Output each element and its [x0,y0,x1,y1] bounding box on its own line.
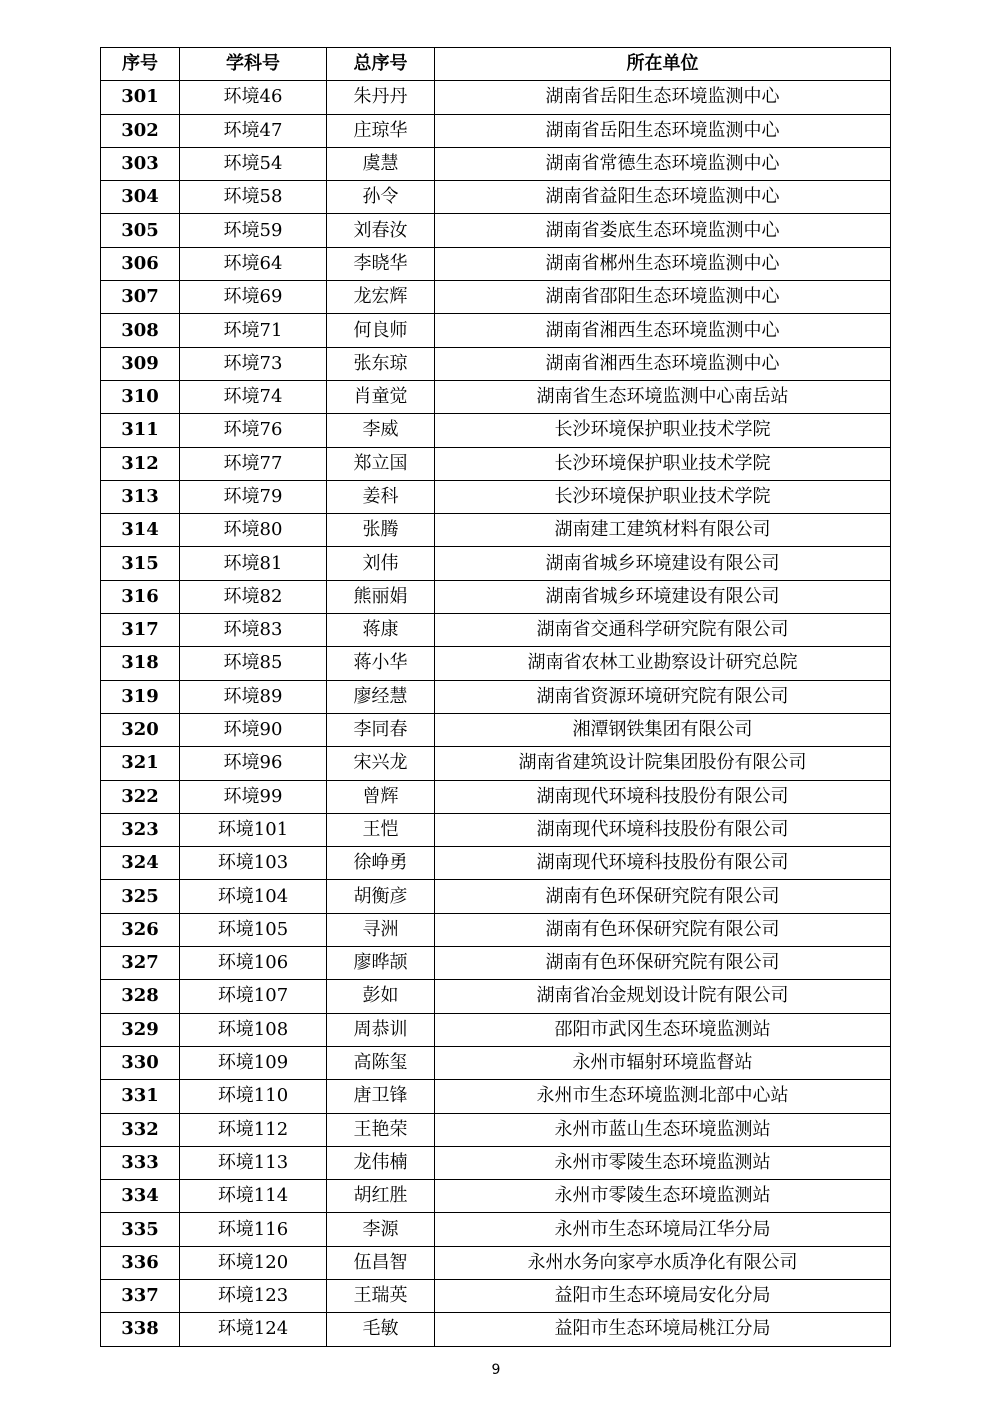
cell-name: 廖经慧 [327,680,435,713]
cell-organization: 邵阳市武冈生态环境监测站 [435,1013,891,1046]
table-row [101,747,891,780]
cell-organization: 湖南有色环保研究院有限公司 [435,913,891,946]
roster-table [100,47,891,1347]
cell-serial-number: 307 [101,281,180,314]
cell-serial-number: 303 [101,147,180,180]
table-row [101,1080,891,1113]
cell-organization: 湖南省交通科学研究院有限公司 [435,614,891,647]
cell-organization: 湖南省邵阳生态环境监测中心 [435,281,891,314]
table-row [101,480,891,513]
cell-organization: 永州市零陵生态环境监测站 [435,1146,891,1179]
cell-organization: 湖南省岳阳生态环境监测中心 [435,81,891,114]
table-row [101,947,891,980]
cell-serial-number: 316 [101,580,180,613]
cell-name: 蒋康 [327,614,435,647]
table-row [101,780,891,813]
cell-name: 李源 [327,1213,435,1246]
cell-subject-number: 环境96 [180,747,327,780]
cell-name: 刘春汝 [327,214,435,247]
cell-serial-number: 338 [101,1313,180,1346]
cell-serial-number: 335 [101,1213,180,1246]
cell-subject-number: 环境58 [180,181,327,214]
cell-serial-number: 326 [101,913,180,946]
cell-name: 胡红胜 [327,1180,435,1213]
cell-organization: 湖南省岳阳生态环境监测中心 [435,114,891,147]
cell-name: 蒋小华 [327,647,435,680]
cell-serial-number: 318 [101,647,180,680]
cell-subject-number: 环境64 [180,247,327,280]
cell-serial-number: 327 [101,947,180,980]
cell-organization: 永州市辐射环境监督站 [435,1046,891,1079]
table-row [101,181,891,214]
table-row [101,580,891,613]
cell-name: 李同春 [327,713,435,746]
cell-subject-number: 环境77 [180,447,327,480]
cell-organization: 永州市生态环境局江华分局 [435,1213,891,1246]
header-subject-number: 学科号 [180,48,327,81]
cell-serial-number: 323 [101,813,180,846]
table-row [101,214,891,247]
cell-name: 张东琼 [327,347,435,380]
table-row [101,147,891,180]
cell-serial-number: 317 [101,614,180,647]
cell-organization: 益阳市生态环境局安化分局 [435,1279,891,1312]
cell-subject-number: 环境114 [180,1180,327,1213]
table-row [101,1013,891,1046]
cell-organization: 湖南省资源环境研究院有限公司 [435,680,891,713]
cell-organization: 湖南省娄底生态环境监测中心 [435,214,891,247]
table-row [101,281,891,314]
cell-serial-number: 336 [101,1246,180,1279]
header-row [101,48,891,81]
cell-name: 曾辉 [327,780,435,813]
cell-organization: 湖南有色环保研究院有限公司 [435,880,891,913]
cell-organization: 湖南省生态环境监测中心南岳站 [435,380,891,413]
cell-name: 廖晔颉 [327,947,435,980]
table-row [101,447,891,480]
cell-subject-number: 环境106 [180,947,327,980]
cell-subject-number: 环境110 [180,1080,327,1113]
cell-name: 高陈玺 [327,1046,435,1079]
cell-organization: 湖南省冶金规划设计院有限公司 [435,980,891,1013]
cell-subject-number: 环境79 [180,480,327,513]
cell-serial-number: 320 [101,713,180,746]
table-row [101,114,891,147]
cell-subject-number: 环境71 [180,314,327,347]
table-row [101,980,891,1013]
cell-serial-number: 309 [101,347,180,380]
cell-serial-number: 331 [101,1080,180,1113]
cell-serial-number: 313 [101,480,180,513]
cell-organization: 湖南有色环保研究院有限公司 [435,947,891,980]
cell-name: 朱丹丹 [327,81,435,114]
cell-organization: 益阳市生态环境局桃江分局 [435,1313,891,1346]
cell-organization: 湖南现代环境科技股份有限公司 [435,813,891,846]
cell-organization: 永州市零陵生态环境监测站 [435,1180,891,1213]
table-row [101,880,891,913]
cell-name: 姜科 [327,480,435,513]
cell-subject-number: 环境112 [180,1113,327,1146]
cell-subject-number: 环境89 [180,680,327,713]
cell-serial-number: 312 [101,447,180,480]
cell-subject-number: 环境80 [180,514,327,547]
cell-name: 寻洲 [327,913,435,946]
table-row [101,414,891,447]
cell-name: 肖童觉 [327,380,435,413]
cell-name: 郑立国 [327,447,435,480]
table-row [101,1180,891,1213]
cell-organization: 湖南现代环境科技股份有限公司 [435,847,891,880]
cell-organization: 湖南省益阳生态环境监测中心 [435,181,891,214]
table-row [101,1313,891,1346]
cell-subject-number: 环境103 [180,847,327,880]
cell-name: 张腾 [327,514,435,547]
cell-serial-number: 305 [101,214,180,247]
cell-organization: 长沙环境保护职业技术学院 [435,480,891,513]
cell-organization: 湖南省建筑设计院集团股份有限公司 [435,747,891,780]
cell-serial-number: 332 [101,1113,180,1146]
cell-organization: 湖南省湘西生态环境监测中心 [435,347,891,380]
cell-serial-number: 310 [101,380,180,413]
cell-subject-number: 环境101 [180,813,327,846]
cell-organization: 湖南省湘西生态环境监测中心 [435,314,891,347]
cell-serial-number: 301 [101,81,180,114]
cell-name: 唐卫锋 [327,1080,435,1113]
cell-subject-number: 环境107 [180,980,327,1013]
table-row [101,81,891,114]
cell-organization: 永州市生态环境监测北部中心站 [435,1080,891,1113]
cell-name: 龙宏辉 [327,281,435,314]
cell-serial-number: 334 [101,1180,180,1213]
cell-name: 胡衡彦 [327,880,435,913]
cell-serial-number: 306 [101,247,180,280]
page-number: 9 [491,1362,501,1378]
table-row [101,813,891,846]
cell-serial-number: 322 [101,780,180,813]
table-row [101,547,891,580]
cell-subject-number: 环境104 [180,880,327,913]
cell-name: 毛敏 [327,1313,435,1346]
cell-subject-number: 环境54 [180,147,327,180]
table-row [101,847,891,880]
cell-name: 刘伟 [327,547,435,580]
table-row [101,647,891,680]
cell-subject-number: 环境124 [180,1313,327,1346]
cell-serial-number: 302 [101,114,180,147]
cell-subject-number: 环境109 [180,1046,327,1079]
cell-subject-number: 环境90 [180,713,327,746]
header-total-number: 总序号 [327,48,435,81]
cell-name: 周恭训 [327,1013,435,1046]
table-row [101,1113,891,1146]
cell-name: 虞慧 [327,147,435,180]
cell-name: 王艳荣 [327,1113,435,1146]
cell-name: 何良师 [327,314,435,347]
cell-serial-number: 308 [101,314,180,347]
cell-name: 孙令 [327,181,435,214]
cell-subject-number: 环境83 [180,614,327,647]
cell-serial-number: 329 [101,1013,180,1046]
cell-name: 王恺 [327,813,435,846]
cell-organization: 湖南建工建筑材料有限公司 [435,514,891,547]
cell-subject-number: 环境76 [180,414,327,447]
cell-name: 李威 [327,414,435,447]
cell-subject-number: 环境69 [180,281,327,314]
table-row [101,614,891,647]
cell-subject-number: 环境120 [180,1246,327,1279]
table-row [101,1213,891,1246]
cell-name: 伍昌智 [327,1246,435,1279]
cell-subject-number: 环境108 [180,1013,327,1046]
cell-subject-number: 环境82 [180,580,327,613]
cell-subject-number: 环境59 [180,214,327,247]
cell-subject-number: 环境99 [180,780,327,813]
cell-organization: 湖南省城乡环境建设有限公司 [435,547,891,580]
cell-serial-number: 330 [101,1046,180,1079]
cell-organization: 长沙环境保护职业技术学院 [435,414,891,447]
cell-organization: 永州水务向家亭水质净化有限公司 [435,1246,891,1279]
cell-name: 王瑞英 [327,1279,435,1312]
table-row [101,514,891,547]
cell-name: 宋兴龙 [327,747,435,780]
roster-body [101,81,891,1346]
cell-serial-number: 321 [101,747,180,780]
cell-organization: 湘潭钢铁集团有限公司 [435,713,891,746]
table-row [101,680,891,713]
cell-serial-number: 328 [101,980,180,1013]
cell-serial-number: 311 [101,414,180,447]
table-row [101,314,891,347]
cell-name: 李晓华 [327,247,435,280]
cell-organization: 长沙环境保护职业技术学院 [435,447,891,480]
table-row [101,1146,891,1179]
cell-name: 熊丽娟 [327,580,435,613]
table-row [101,1046,891,1079]
cell-subject-number: 环境105 [180,913,327,946]
cell-organization: 湖南省农林工业勘察设计研究总院 [435,647,891,680]
cell-subject-number: 环境85 [180,647,327,680]
table-row [101,380,891,413]
cell-name: 龙伟楠 [327,1146,435,1179]
cell-subject-number: 环境47 [180,114,327,147]
cell-name: 徐峥勇 [327,847,435,880]
cell-subject-number: 环境46 [180,81,327,114]
table-row [101,1246,891,1279]
cell-organization: 湖南省常德生态环境监测中心 [435,147,891,180]
cell-subject-number: 环境123 [180,1279,327,1312]
cell-organization: 湖南省郴州生态环境监测中心 [435,247,891,280]
cell-subject-number: 环境81 [180,547,327,580]
cell-serial-number: 314 [101,514,180,547]
cell-organization: 湖南省城乡环境建设有限公司 [435,580,891,613]
cell-name: 彭如 [327,980,435,1013]
cell-organization: 湖南现代环境科技股份有限公司 [435,780,891,813]
cell-serial-number: 333 [101,1146,180,1179]
table-row [101,247,891,280]
cell-serial-number: 319 [101,680,180,713]
cell-serial-number: 325 [101,880,180,913]
table-row [101,913,891,946]
cell-organization: 永州市蓝山生态环境监测站 [435,1113,891,1146]
cell-subject-number: 环境116 [180,1213,327,1246]
cell-subject-number: 环境73 [180,347,327,380]
header-serial-number: 序号 [101,48,180,81]
table-row [101,347,891,380]
cell-subject-number: 环境74 [180,380,327,413]
cell-serial-number: 324 [101,847,180,880]
table-row [101,713,891,746]
cell-name: 庄琼华 [327,114,435,147]
cell-serial-number: 315 [101,547,180,580]
cell-serial-number: 304 [101,181,180,214]
header-organization: 所在单位 [435,48,891,81]
cell-subject-number: 环境113 [180,1146,327,1179]
table-row [101,1279,891,1312]
cell-serial-number: 337 [101,1279,180,1312]
